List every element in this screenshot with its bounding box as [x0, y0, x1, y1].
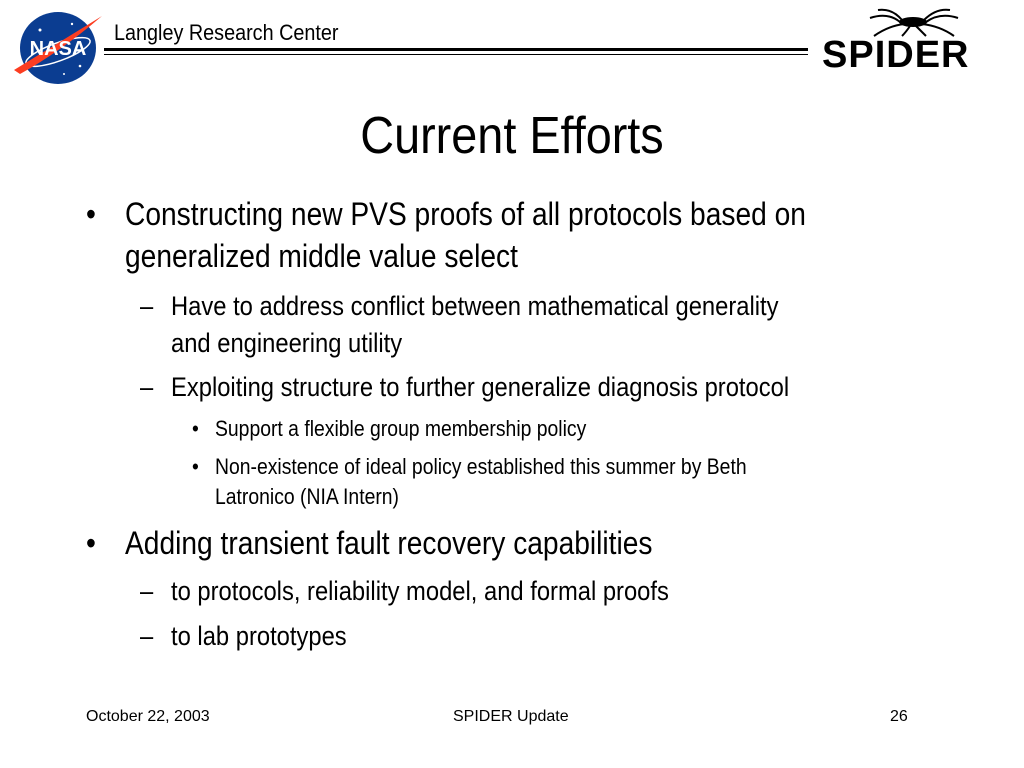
bullet-text: Adding transient fault recovery capabilities	[125, 525, 653, 561]
footer-date: October 22, 2003	[86, 708, 210, 725]
sub-bullet-text: Have to address conflict between mathematical generality	[171, 291, 779, 321]
sub-bullet-text: to protocols, reliability model, and formal proofs	[171, 576, 669, 606]
sub-bullet-text: and engineering utility	[171, 328, 403, 358]
sub-bullet-text: to lab prototypes	[171, 621, 347, 651]
page-number: 26	[890, 708, 908, 725]
footer-title: SPIDER Update	[453, 708, 569, 725]
sub-bullet-marker: –	[140, 576, 154, 606]
svg-text:NASA: NASA	[29, 38, 87, 60]
bullet-text: generalized middle value select	[125, 238, 518, 274]
bullet-marker: •	[86, 525, 96, 561]
sub-bullet-text: Exploiting structure to further generalize diagnosis protocol	[171, 372, 790, 402]
header-rule	[104, 48, 808, 51]
nasa-logo-icon	[10, 8, 106, 88]
sub-bullet-marker: –	[140, 372, 154, 402]
header-rule-thin	[104, 54, 808, 55]
bullet-text: Constructing new PVS proofs of all protocols based on	[125, 196, 806, 232]
sub-sub-bullet-text: Support a flexible group membership policy	[215, 416, 587, 441]
bullet-marker: •	[86, 196, 96, 232]
sub-sub-bullet-text: Non-existence of ideal policy established this summer by Beth	[215, 454, 747, 479]
sub-sub-bullet-marker: •	[192, 416, 199, 441]
center-name: Langley Research Center	[114, 20, 339, 45]
sub-bullet-marker: –	[140, 621, 154, 651]
sub-bullet-marker: –	[140, 291, 154, 321]
slide-title: Current Efforts	[360, 107, 664, 165]
spider-logo-text: SPIDER	[822, 34, 970, 76]
sub-sub-bullet-text: Latronico (NIA Intern)	[215, 484, 400, 509]
sub-sub-bullet-marker: •	[192, 454, 199, 479]
